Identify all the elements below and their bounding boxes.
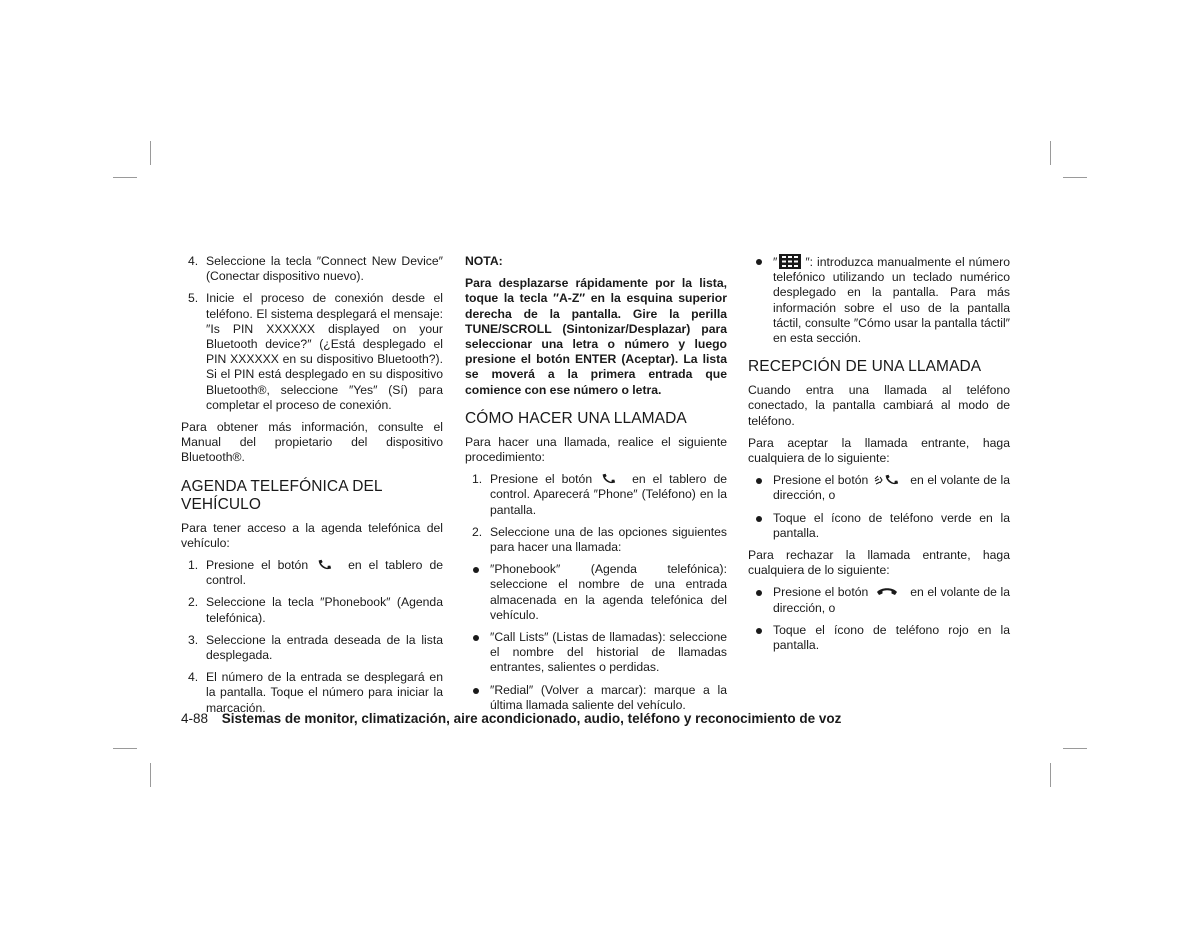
- item-text: Seleccione una de las opciones siguientes para hacer una llamada:: [490, 524, 727, 555]
- bullet-dot: [473, 567, 479, 573]
- bullet-item: [748, 623, 1010, 653]
- bullet-item: [748, 473, 1010, 503]
- list-item: [181, 254, 443, 284]
- item-number: 3.: [188, 632, 199, 647]
- bullet-dot: [756, 478, 762, 484]
- crop-mark: [1063, 177, 1087, 178]
- bullet-dot: [756, 590, 762, 596]
- phone-icon: [316, 558, 334, 572]
- keypad-quote: ″: [773, 255, 778, 269]
- bullet-item: [748, 511, 1010, 541]
- item-text: ″Phonebook″ (Agenda telefónica): seleccione el nombre de una entrada almacenada en la agenda telefónica del vehículo.: [490, 562, 727, 622]
- item-text: El número de la entrada se desplegará en la pantalla. Toque el número para iniciar la marcación.: [206, 670, 443, 715]
- bullet-dot: [473, 688, 479, 694]
- crop-mark: [1050, 763, 1051, 787]
- note-label: NOTA:: [465, 254, 503, 268]
- column-middle: [465, 254, 727, 720]
- crop-mark: [1063, 748, 1087, 749]
- page-footer: [181, 711, 841, 726]
- item-number: 2.: [188, 595, 199, 610]
- heading-receive-call: RECEPCIÓN DE UNA LLAMADA: [748, 358, 982, 376]
- item-text: Toque el ícono de teléfono rojo en la pantalla.: [773, 622, 1010, 653]
- crop-mark: [1050, 141, 1051, 165]
- crop-mark: [150, 141, 151, 165]
- list-item: [181, 595, 443, 625]
- list-item: [465, 472, 727, 518]
- bullet-item: [748, 254, 1010, 346]
- column-right: [748, 254, 1010, 660]
- hang-up-icon: [876, 585, 898, 599]
- list-item: [465, 525, 727, 555]
- item-text: Seleccione la entrada deseada de la lista desplegada.: [206, 632, 443, 663]
- list-item: [181, 633, 443, 663]
- item-text: Presione el botón: [490, 472, 593, 487]
- page-number: 4-88: [181, 711, 209, 726]
- item-text: en el tablero de control. Aparecerá ″Phone″ (Teléfono) en la pantalla.: [490, 472, 727, 517]
- item-number: 4.: [188, 670, 199, 685]
- item-number: 2.: [472, 524, 483, 539]
- voice-phone-icon: [874, 473, 900, 487]
- item-text: en el volante de la dirección, o: [773, 585, 1010, 615]
- phone-icon: [600, 472, 618, 486]
- item-number: 1.: [188, 558, 199, 573]
- bullet-dot: [756, 259, 762, 265]
- item-text: ″: introduzca manualmente el número telefónico utilizando un teclado numérico desplegado en la pantalla. Para más información sobre el uso de la pantalla táctil, consulte ″Cómo usar la pantalla táctil″ en esta sección.: [773, 255, 1010, 346]
- item-number: 1.: [472, 472, 483, 487]
- keypad-icon: [779, 254, 801, 269]
- list-item: [181, 291, 443, 413]
- bullet-item: [465, 683, 727, 713]
- item-text: Presione el botón: [773, 585, 869, 600]
- crop-mark: [150, 763, 151, 787]
- paragraph-more-info: Para obtener más información, consulte el Manual del propietario del dispositivo Bluetooth®.: [181, 420, 443, 465]
- item-number: 4.: [188, 254, 199, 268]
- item-text: en el tablero de control.: [206, 558, 443, 588]
- item-text: Seleccione la tecla ″Connect New Device″ (Conectar dispositivo nuevo).: [206, 254, 443, 284]
- bullet-item: [465, 562, 727, 623]
- bullet-dot: [756, 628, 762, 634]
- bullet-item: [465, 630, 727, 676]
- crop-mark: [113, 177, 137, 178]
- paragraph-call: Para hacer una llamada, realice el siguiente procedimiento:: [465, 434, 727, 465]
- heading-make-call: CÓMO HACER UNA LLAMADA: [465, 409, 687, 427]
- paragraph-reject: Para rechazar la llamada entrante, haga cualquiera de lo siguiente:: [748, 548, 1010, 578]
- item-number: 5.: [188, 291, 199, 306]
- item-text: Presione el botón: [773, 473, 869, 488]
- footer-title: Sistemas de monitor, climatización, aire acondicionado, audio, teléfono y reconocimiento de voz: [221, 711, 842, 726]
- item-text: ″Call Lists″ (Listas de llamadas): seleccione el nombre del historial de llamadas entrantes, salientes o perdidas.: [490, 630, 727, 675]
- list-item: [181, 558, 443, 588]
- column-left: [181, 254, 443, 723]
- bullet-dot: [473, 635, 479, 641]
- heading-agenda: AGENDA TELEFÓNICA DEL VEHÍCULO: [181, 477, 383, 513]
- bullet-item: [748, 585, 1010, 615]
- item-text: Toque el ícono de teléfono verde en la pantalla.: [773, 510, 1010, 540]
- note-text: Para desplazarse rápidamente por la lista, toque la tecla ″A-Z″ en la esquina superior derecha de la pantalla. Gire la perilla TUNE/SCROLL (Sintonizar/Desplazar) para seleccionar una letra o número y luego presione el botón ENTER (Aceptar). La lista se moverá a la primera entrada que comience con ese número o letra.: [465, 276, 727, 397]
- paragraph-access: Para tener acceso a la agenda telefónica del vehículo:: [181, 520, 443, 550]
- paragraph-incoming: Cuando entra una llamada al teléfono conectado, la pantalla cambiará al modo de teléfono.: [748, 383, 1010, 428]
- item-text: Inicie el proceso de conexión desde el teléfono. El sistema desplegará el mensaje: ″Is PIN XXXXXX displayed on your Bluetooth device?″ (¿Está desplegado el PIN XXXXXX en su dispositivo Bluetooth?). Si el PIN está desplegado en su dispositivo Bluetooth®, seleccione ″Yes″ (Sí) para completar el proceso de conexión.: [206, 291, 443, 412]
- item-text: ″Redial″ (Volver a marcar): marque a la última llamada saliente del vehículo.: [490, 682, 727, 712]
- item-text: en el volante de la dirección, o: [773, 473, 1010, 503]
- bullet-dot: [756, 516, 762, 522]
- paragraph-accept: Para aceptar la llamada entrante, haga cualquiera de lo siguiente:: [748, 435, 1010, 466]
- item-text: Presione el botón: [206, 558, 309, 573]
- list-item: [181, 670, 443, 716]
- crop-mark: [113, 748, 137, 749]
- item-text: Seleccione la tecla ″Phonebook″ (Agenda telefónica).: [206, 595, 443, 625]
